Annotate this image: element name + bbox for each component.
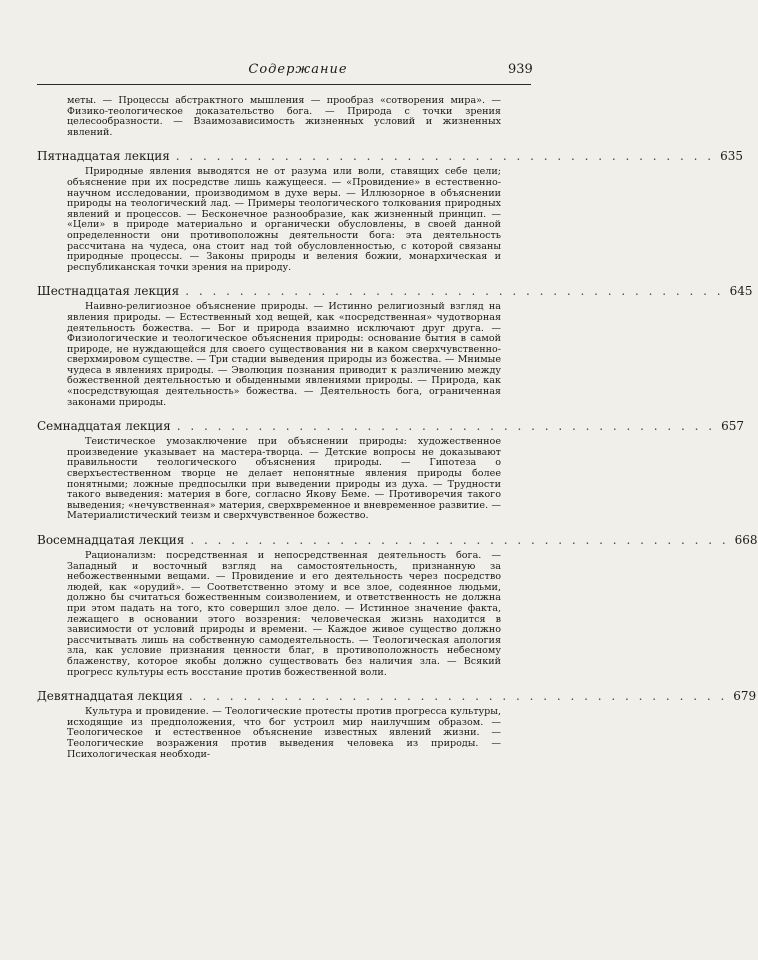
lecture-page: 657 <box>721 419 744 434</box>
dot-leader: . . . . . . . . . . . . . . . . . . . . . . . . . . . . . . . . . . . . . . . . <box>190 533 729 547</box>
lecture-summary: Природные явления выводятся не от разума или воли, ставящих себе цели; объяснение при их посредстве лишь кажущееся. — «Провидение» в естественно-научном исследовании, производимом в духе веры. — Иллюзорное в объяснении природы на теологический лад. — Примеры теологического толкования природных явлений и процессов. — Бесконечное разнообразие, как жизненный принцип. — «Цели» в природе материально и органически обусловлены, в своей данной определенности они противоположны деятельности бога: эта деятельность рассчитана на чудеса, она стоит над той обусловленностью, с которой связаны природные процессы. — Законы природы и веления божии, монархическая и республиканская точки зрения на природу. <box>67 166 501 273</box>
lecture-heading-18 <box>37 533 758 547</box>
table-of-contents <box>37 95 758 760</box>
lecture-title: Девятнадцатая лекция <box>37 689 183 704</box>
lecture-heading-17 <box>37 419 744 434</box>
lecture-title: Шестнадцатая лекция <box>37 284 180 299</box>
lecture-title: Семнадцатая лекция <box>37 419 171 434</box>
running-header-title: Содержание <box>248 62 348 77</box>
header-divider <box>37 84 531 85</box>
intro-paragraph: меты. — Процессы абстрактного мышления — прообраз «сотворения мира». — Физико-теологическое доказательство бога. — Природа с точки зрения целесообразности. — Взаимозависимость жизненных условий и жизненных явлений. <box>67 95 501 138</box>
dot-leader: . . . . . . . . . . . . . . . . . . . . . . . . . . . . . . . . . . . . . . . . <box>185 284 724 299</box>
lecture-heading-15 <box>37 149 744 164</box>
page-number: 939 <box>508 62 533 77</box>
lecture-page: 645 <box>729 284 753 299</box>
lecture-title: Восемнадцатая лекция <box>37 533 185 547</box>
lecture-summary: Культура и провидение. — Теологические протесты против прогресса культуры, исходящие из предположения, что бог устроил мир наилучшим образом. — Теологическое и естественное объяснение известных явлений жизни. — Теологические возражения против выведения человека из природы. — Психологическая необходи- <box>67 706 501 760</box>
lecture-summary: Наивно-религиозное объяснение природы. — Истинно религиозный взгляд на явления природы. — Естественный ход вещей, как «посредственная» чудотворная деятельность божества. — Бог и природа взаимно исключают друг друга. — Физиологические и теологическое объяснения природы: основание бытия в самой природе, не нуждающейся для своего существования ни в каком сверхчувственно-сверхмировом существе. — Три стадии выведения природы из божества. — Мнимые чудеса в явлениях природы. — Эволюция познания приводит к различению между божественной деятельностью и обыденными явлениями природы. — Природа, как «посредствующая деятельность» божества. — Деятельность бога, ограниченная законами природы. <box>67 301 501 408</box>
lecture-summary: Рационализм: посредственная и непосредственная деятельность бога. — Западный и восточный взгляд на самостоятельность, признанную за небожественными вещами. — Провидение и его деятельность через посредство людей, как «орудий». — Соответственно этому и все злое, содеянное людьми, должно бы считаться божественным соизволением, и ответственность не должна при этом падать на того, кто совершил злое дело. — Истинное значение факта, лежащего в основании этого воззрения: человеческая жизнь находится в зависимости от условий природы и времени. — Каждое живое существо должно рассчитывать лишь на собственную самодеятельность. — Теологическая апология зла, как условие признания ценности благ, в противоположность небесному блаженству, которое якобы должно существовать без наличия зла. — Всякий прогресс культуры есть восстание против божественной воли. <box>67 550 501 678</box>
dot-leader: . . . . . . . . . . . . . . . . . . . . . . . . . . . . . . . . . . . . . . . . <box>188 689 728 704</box>
dot-leader: . . . . . . . . . . . . . . . . . . . . . . . . . . . . . . . . . . . . . . . . <box>176 419 716 434</box>
lecture-page: 668 <box>734 533 758 547</box>
dot-leader: . . . . . . . . . . . . . . . . . . . . . . . . . . . . . . . . . . . . . . . . <box>175 149 715 164</box>
lecture-page: 635 <box>720 149 744 164</box>
lecture-heading-19 <box>37 689 757 704</box>
lecture-title: Пятнадцатая лекция <box>37 149 170 164</box>
lecture-heading-16 <box>37 284 753 299</box>
lecture-summary: Теистическое умозаключение при объяснении природы: художественное произведение указывает на мастера-творца. — Детские вопросы не доказывают правильности теологического объяснения природы. — Гипотеза о сверхъестественном творце не делает непонятные явления природы более понятными; ложные предпосылки при выведении природы из духа. — Трудности такого выведения: материя в боге, согласно Якову Беме. — Противоречия такого выведения; «нечувственная» материя, сверхвременное и вневременное развитие. — Материалистический теизм и сверхчувственное божество. <box>67 436 501 522</box>
lecture-page: 679 <box>733 689 757 704</box>
